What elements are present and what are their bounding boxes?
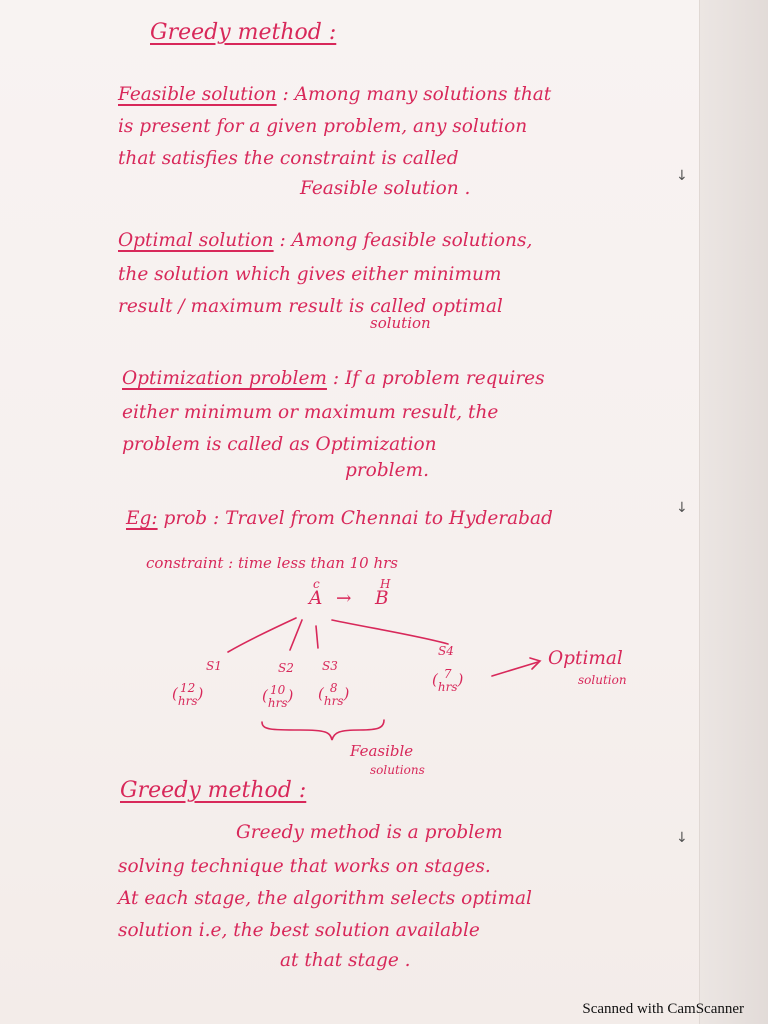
greedy-line-5: at that stage . [280,950,411,971]
solution-s1-name: S1 [206,659,222,673]
solution-s2-value: ( 10 hrs) [262,683,294,710]
feasible-label-1: Feasible [350,742,414,760]
example-text-1: prob : Travel from Chennai to Hyderabad [157,508,553,529]
optimization-line-4: problem. [345,460,429,481]
route-arrow: → [336,588,352,609]
adjacent-page-mark: ↓ [676,830,688,846]
feasible-line-3: that satisfies the constraint is called [118,148,459,169]
feasible-line-4: Feasible solution . [300,178,471,199]
adjacent-page-mark: ↓ [676,500,688,516]
optimal-text-1: : Among feasible solutions, [273,230,533,251]
optimal-label-1: Optimal [548,648,623,669]
feasible-brace [262,720,384,740]
feasible-label-2: solutions [370,763,425,777]
greedy-line-4: solution i.e, the best solution available [118,920,480,941]
s3-hours: 8 [329,681,338,695]
greedy-line-1: Greedy method is a problem [236,822,503,843]
adjacent-page-mark: ↓ [676,168,688,184]
example-constraint: constraint : time less than 10 hrs [146,554,398,572]
solution-s1-value: ( 12 hrs) [172,681,204,708]
feasible-text-1: : Among many solutions that [276,84,552,105]
feasible-line-2: is present for a given problem, any solution [118,116,528,137]
solution-s2-name: S2 [278,661,294,675]
s3-unit: hrs [323,693,344,708]
node-b-sup: H [380,577,391,591]
optimal-line-4: solution [370,314,431,332]
optimal-arrow-line [492,662,538,676]
s2-hours: 10 [270,683,286,697]
edge-to-s1 [228,618,296,652]
optimization-line-3: problem is called as Optimization [122,434,437,455]
greedy-line-2: solving technique that works on stages. [118,856,491,877]
greedy-line-3: At each stage, the algorithm selects optimal [118,888,532,909]
s2-unit: hrs [267,695,288,710]
feasible-term: Feasible solution [118,84,277,105]
adjacent-page-edge [699,0,768,1024]
node-a: A [309,588,323,609]
edge-to-s2 [290,620,302,650]
optimization-line-2: either minimum or maximum result, the [122,402,499,423]
solution-s4-name: S4 [438,644,454,658]
optimal-term: Optimal solution [118,230,274,251]
s1-unit: hrs [177,693,198,708]
node-b: B [375,588,389,609]
example-prefix: Eg: [126,508,158,529]
solution-s3-value: ( 8 hrs) [318,681,350,708]
solution-s3-name: S3 [322,659,338,673]
scanner-watermark: Scanned with CamScanner [582,1001,744,1017]
greedy-heading: Greedy method : [120,778,307,803]
optimal-line-3: result / maximum result is called optimal [118,296,503,317]
s4-unit: hrs [437,679,458,694]
edge-to-s4 [332,620,448,644]
page-title: Greedy method : [150,20,337,45]
solution-s4-value: ( 7 hrs) [432,667,464,694]
s4-hours: 7 [443,667,452,681]
optimal-label-2: solution [578,673,627,687]
optimization-term: Optimization problem [122,368,327,389]
node-a-sup: c [313,577,320,591]
optimization-text-1: : If a problem requires [326,368,545,389]
optimal-line-2: the solution which gives either minimum [118,264,502,285]
edge-to-s3 [316,626,318,648]
s1-hours: 12 [180,681,196,695]
